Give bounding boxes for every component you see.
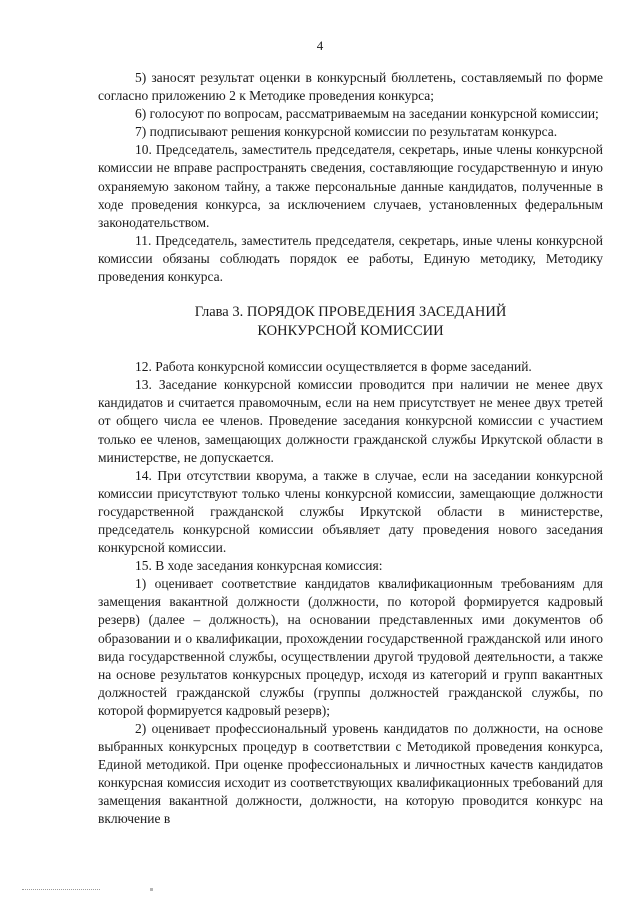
paragraph-15-item-1: 1) оценивает соответствие кандидатов квалификационным требованиям для замещения вакантной должности (должности, по которой формируется кадровый резерв) (далее – должность), на основании представленных ими документов об образовании и о квалификации, прохождении государственной гражданской или иного вида государственной службы, осуществлении другой трудовой деятельности, а также на основе результатов конкурсных процедур, исходя из категорий и групп вакантных должностей гражданской службы (группы должностей гражданской службы, по которой формируется кадровый резерв); <box>98 576 603 718</box>
chapter-heading-line2: КОНКУРСНОЙ КОМИССИИ <box>257 322 444 339</box>
paragraph-11: 11. Председатель, заместитель председателя, секретарь, иные члены конкурсной комиссии обязаны соблюдать порядок ее работы, Единую методику, Методику проведения конкурса. <box>98 232 603 285</box>
paragraph-15-item-2: 2) оценивает профессиональный уровень кандидатов по должности, на основе выбранных конкурсных процедур в соответствии с Методикой проведения конкурса, Единой методикой. При оценке профессиональных и личностных качеств кандидатов конкурсная комиссия исходит из соответствующих квалификационных требований для замещения вакантной должности, должности, на которую проводится конкурс на включение в <box>98 721 603 827</box>
paragraph-item-6: 6) голосуют по вопросам, рассматриваемым на заседании конкурсной комиссии; <box>135 106 599 122</box>
scan-artifact-mark <box>150 888 153 891</box>
paragraph-12: 12. Работа конкурсной комиссии осуществляется в форме заседаний. <box>135 359 532 375</box>
chapter-heading-line1: Глава 3. ПОРЯДОК ПРОВЕДЕНИЯ ЗАСЕДАНИЙ <box>194 304 507 321</box>
paragraph-item-7: 7) подписывают решения конкурсной комиссии по результатам конкурса. <box>135 124 558 140</box>
paragraph-15: 15. В ходе заседания конкурсная комиссия: <box>135 558 383 574</box>
paragraph-14: 14. При отсутствии кворума, а также в случае, если на заседании конкурсной комиссии присутствуют только члены конкурсной комиссии, замещающие должности государственной гражданской службы Иркутской области в министерстве, председатель конкурсной комиссии объявляет дату проведения нового заседания конкурсной комиссии. <box>98 467 603 556</box>
paragraph-13: 13. Заседание конкурсной комиссии проводится при наличии не менее двух кандидатов и считается правомочным, если на нем присутствует не менее двух третей от общего числа ее членов. Проведение заседания конкурсной комиссии с участием только ее членов, замещающих должности гражданской службы Иркутской области в министерстве, не допускается. <box>98 377 603 465</box>
chapter-heading <box>98 303 603 340</box>
document-body <box>98 69 603 829</box>
scan-artifact-rule <box>22 889 100 890</box>
paragraph-10: 10. Председатель, заместитель председателя, секретарь, иные члены конкурсной комиссии не вправе распространять сведения, составляющие государственную и иную охраняемую законом тайну, а также персональные данные кандидатов, полученные в ходе проведения конкурса, за исключением случаев, установленных федеральным законодательством. <box>98 142 603 230</box>
paragraph-item-5: 5) заносят результат оценки в конкурсный бюллетень, составляемый по форме согласно приложению 2 к Методике проведения конкурса; <box>98 70 603 104</box>
page-number: 4 <box>316 38 324 53</box>
